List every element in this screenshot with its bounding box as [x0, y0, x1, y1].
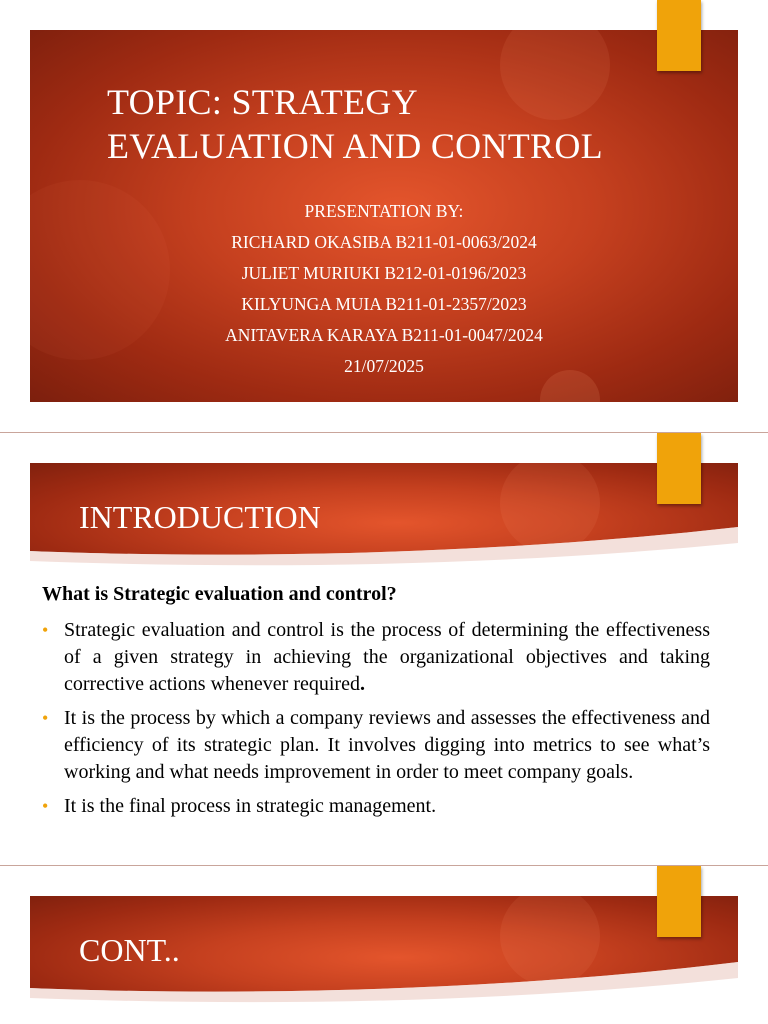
presenters-block [30, 196, 738, 382]
presenter-3: KILYUNGA MUIA B211-01-2357/2023 [241, 294, 527, 314]
bullet-icon: • [42, 708, 49, 728]
intro-bullet-list [42, 617, 710, 827]
bullet-icon: • [42, 620, 49, 640]
accent-tab [657, 433, 701, 504]
presenter-heading: PRESENTATION BY: [304, 201, 464, 221]
bullet-text: Strategic evaluation and control is the process of determining the effectiveness of a given strategy in achieving the organizational objectives and taking corrective actions whenever required [64, 619, 710, 695]
accent-tab [657, 866, 701, 937]
presenter-4: ANITAVERA KARAYA B211-01-0047/2024 [225, 325, 543, 345]
bullet-text: It is the process by which a company reviews and assesses the effectiveness and efficiency of its strategic plan. It involves digging into metrics to see what’s working and what needs improvement in order to meet company goals. [64, 707, 710, 783]
introduction-slide [0, 433, 768, 865]
bullet-item [42, 705, 710, 786]
bullet-text-end: . [359, 673, 365, 695]
bullet-item [42, 617, 710, 698]
slide-title: CONT.. [79, 932, 180, 968]
title-line-2: EVALUATION AND CONTROL [107, 126, 603, 166]
bullet-item [42, 793, 710, 820]
slide-title [107, 80, 603, 168]
accent-tab [657, 0, 701, 71]
presentation-date: 21/07/2025 [344, 356, 424, 376]
continued-slide [0, 866, 768, 1024]
bullet-icon: • [42, 796, 49, 816]
title-line-1: TOPIC: STRATEGY [107, 82, 418, 122]
slide-title: INTRODUCTION [79, 499, 321, 535]
title-slide [0, 0, 768, 432]
intro-question: What is Strategic evaluation and control? [42, 583, 397, 605]
bullet-text: It is the final process in strategic management. [64, 795, 437, 817]
presenter-1: RICHARD OKASIBA B211-01-0063/2024 [231, 232, 537, 252]
presenter-2: JULIET MURIUKI B212-01-0196/2023 [241, 263, 527, 283]
